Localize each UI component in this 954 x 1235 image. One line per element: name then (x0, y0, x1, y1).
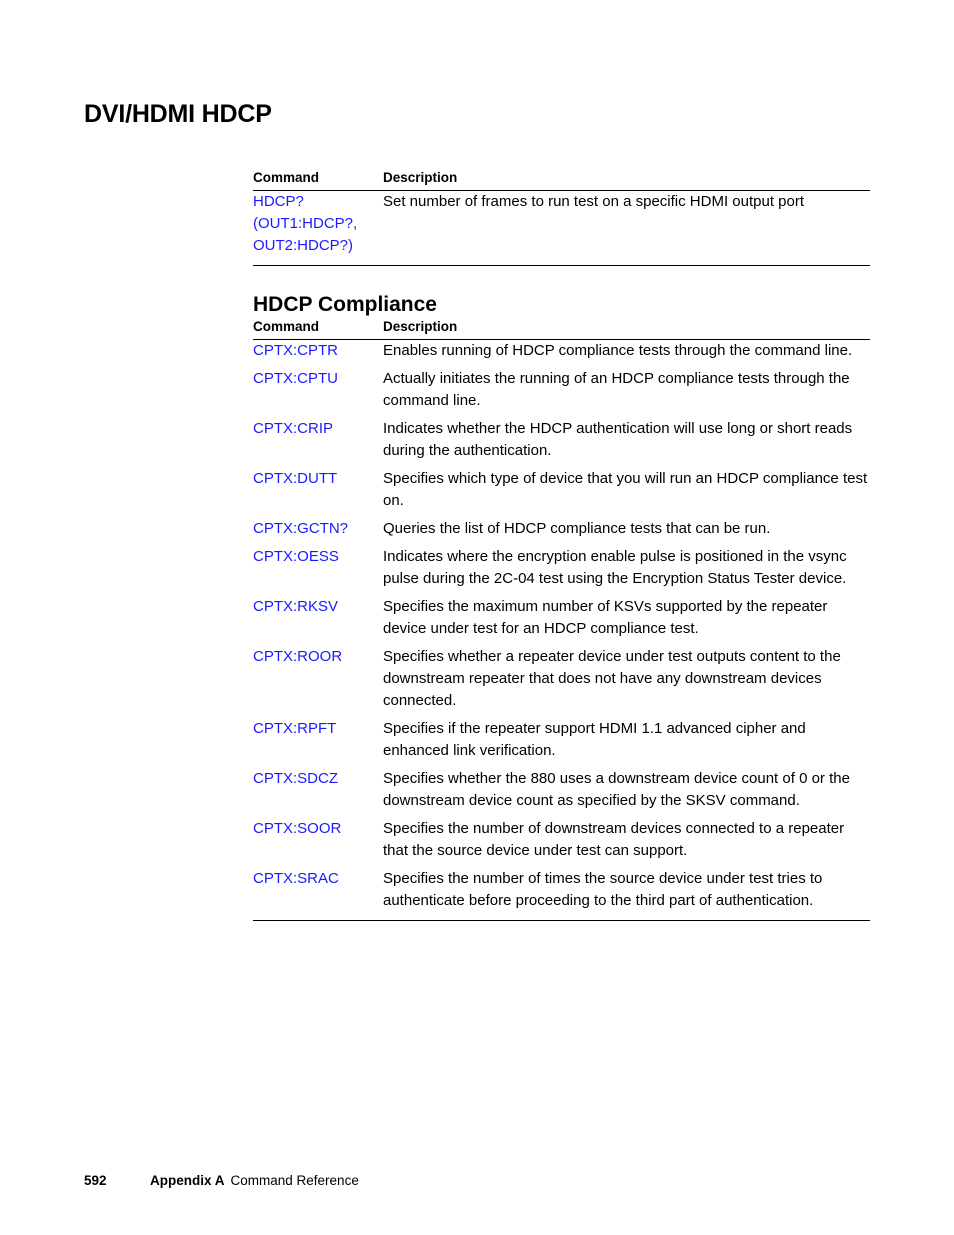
command-description: Queries the list of HDCP compliance tests that can be run. (383, 520, 771, 537)
table-row (253, 518, 870, 546)
command-description: Specifies whether the 880 uses a downstream device count of 0 or the downstream device count as specified by the SKSV command. (383, 770, 850, 809)
table-header-row (253, 319, 870, 340)
command-link-cptx-cptr[interactable]: CPTX:CPTR (253, 342, 339, 359)
command-description: Set number of frames to run test on a specific HDMI output port (383, 191, 870, 266)
table-row (253, 468, 870, 518)
page-title: DVI/HDMI HDCP (84, 100, 272, 128)
table-row (253, 718, 870, 768)
column-header-command: Command (253, 170, 383, 191)
column-header-description: Description (383, 170, 870, 191)
table-row (253, 646, 870, 718)
command-description: Indicates whether the HDCP authentication will use long or short reads during the authentication. (383, 420, 853, 459)
footer-appendix: Appendix A (150, 1173, 225, 1188)
hdcp-command-section (253, 170, 870, 266)
command-link-cptx-cptu[interactable]: CPTX:CPTU (253, 370, 339, 387)
hdcp-compliance-table (253, 319, 870, 921)
page-number: 592 (84, 1173, 107, 1188)
table-row (253, 868, 870, 921)
table-row (253, 818, 870, 868)
column-header-description: Description (383, 319, 870, 340)
page-footer (84, 1173, 359, 1188)
command-description: Specifies which type of device that you will run an HDCP compliance test on. (383, 470, 868, 509)
command-description: Specifies whether a repeater device under test outputs content to the downstream repeater that does not have any downstream devices connected. (383, 648, 841, 709)
command-link-hdcp[interactable]: HDCP? (OUT1:HDCP?, OUT2:HDCP?) (253, 193, 358, 254)
command-description: Enables running of HDCP compliance tests through the command line. (383, 342, 853, 359)
table-row (253, 418, 870, 468)
hdcp-command-table (253, 170, 870, 266)
command-description: Indicates where the encryption enable pulse is positioned in the vsync pulse during the 2C-04 test using the Encryption Status Tester device. (383, 548, 847, 587)
column-header-command: Command (253, 319, 383, 340)
hdcp-compliance-section (253, 291, 870, 921)
table-row (253, 768, 870, 818)
command-link-cptx-rpft[interactable]: CPTX:RPFT (253, 720, 337, 737)
command-description: Specifies the number of times the source device under test tries to authenticate before proceeding to the third part of authentication. (383, 868, 870, 921)
table-row (253, 340, 870, 369)
section-heading: HDCP Compliance (253, 293, 437, 316)
command-description: Actually initiates the running of an HDCP compliance tests through the command line. (383, 370, 850, 409)
table-row (253, 546, 870, 596)
command-link-cptx-rksv[interactable]: CPTX:RKSV (253, 598, 339, 615)
command-link-cptx-roor[interactable]: CPTX:ROOR (253, 648, 343, 665)
table-row (253, 368, 870, 418)
table-row (253, 596, 870, 646)
table-row (253, 191, 870, 266)
footer-chapter: Command Reference (230, 1173, 359, 1188)
command-link-cptx-dutt[interactable]: CPTX:DUTT (253, 470, 338, 487)
command-link-cptx-oess[interactable]: CPTX:OESS (253, 548, 339, 565)
command-description: Specifies the number of downstream devices connected to a repeater that the source device under test can support. (383, 820, 845, 859)
command-link-cptx-sdcz[interactable]: CPTX:SDCZ (253, 770, 339, 787)
command-link-cptx-srac[interactable]: CPTX:SRAC (253, 870, 339, 887)
command-link-cptx-gctn[interactable]: CPTX:GCTN? (253, 520, 349, 537)
command-description: Specifies the maximum number of KSVs supported by the repeater device under test for an HDCP compliance test. (383, 598, 828, 637)
command-link-cptx-crip[interactable]: CPTX:CRIP (253, 420, 334, 437)
table-header-row (253, 170, 870, 191)
command-description: Specifies if the repeater support HDMI 1.1 advanced cipher and enhanced link verification. (383, 720, 806, 759)
command-link-cptx-soor[interactable]: CPTX:SOOR (253, 820, 342, 837)
